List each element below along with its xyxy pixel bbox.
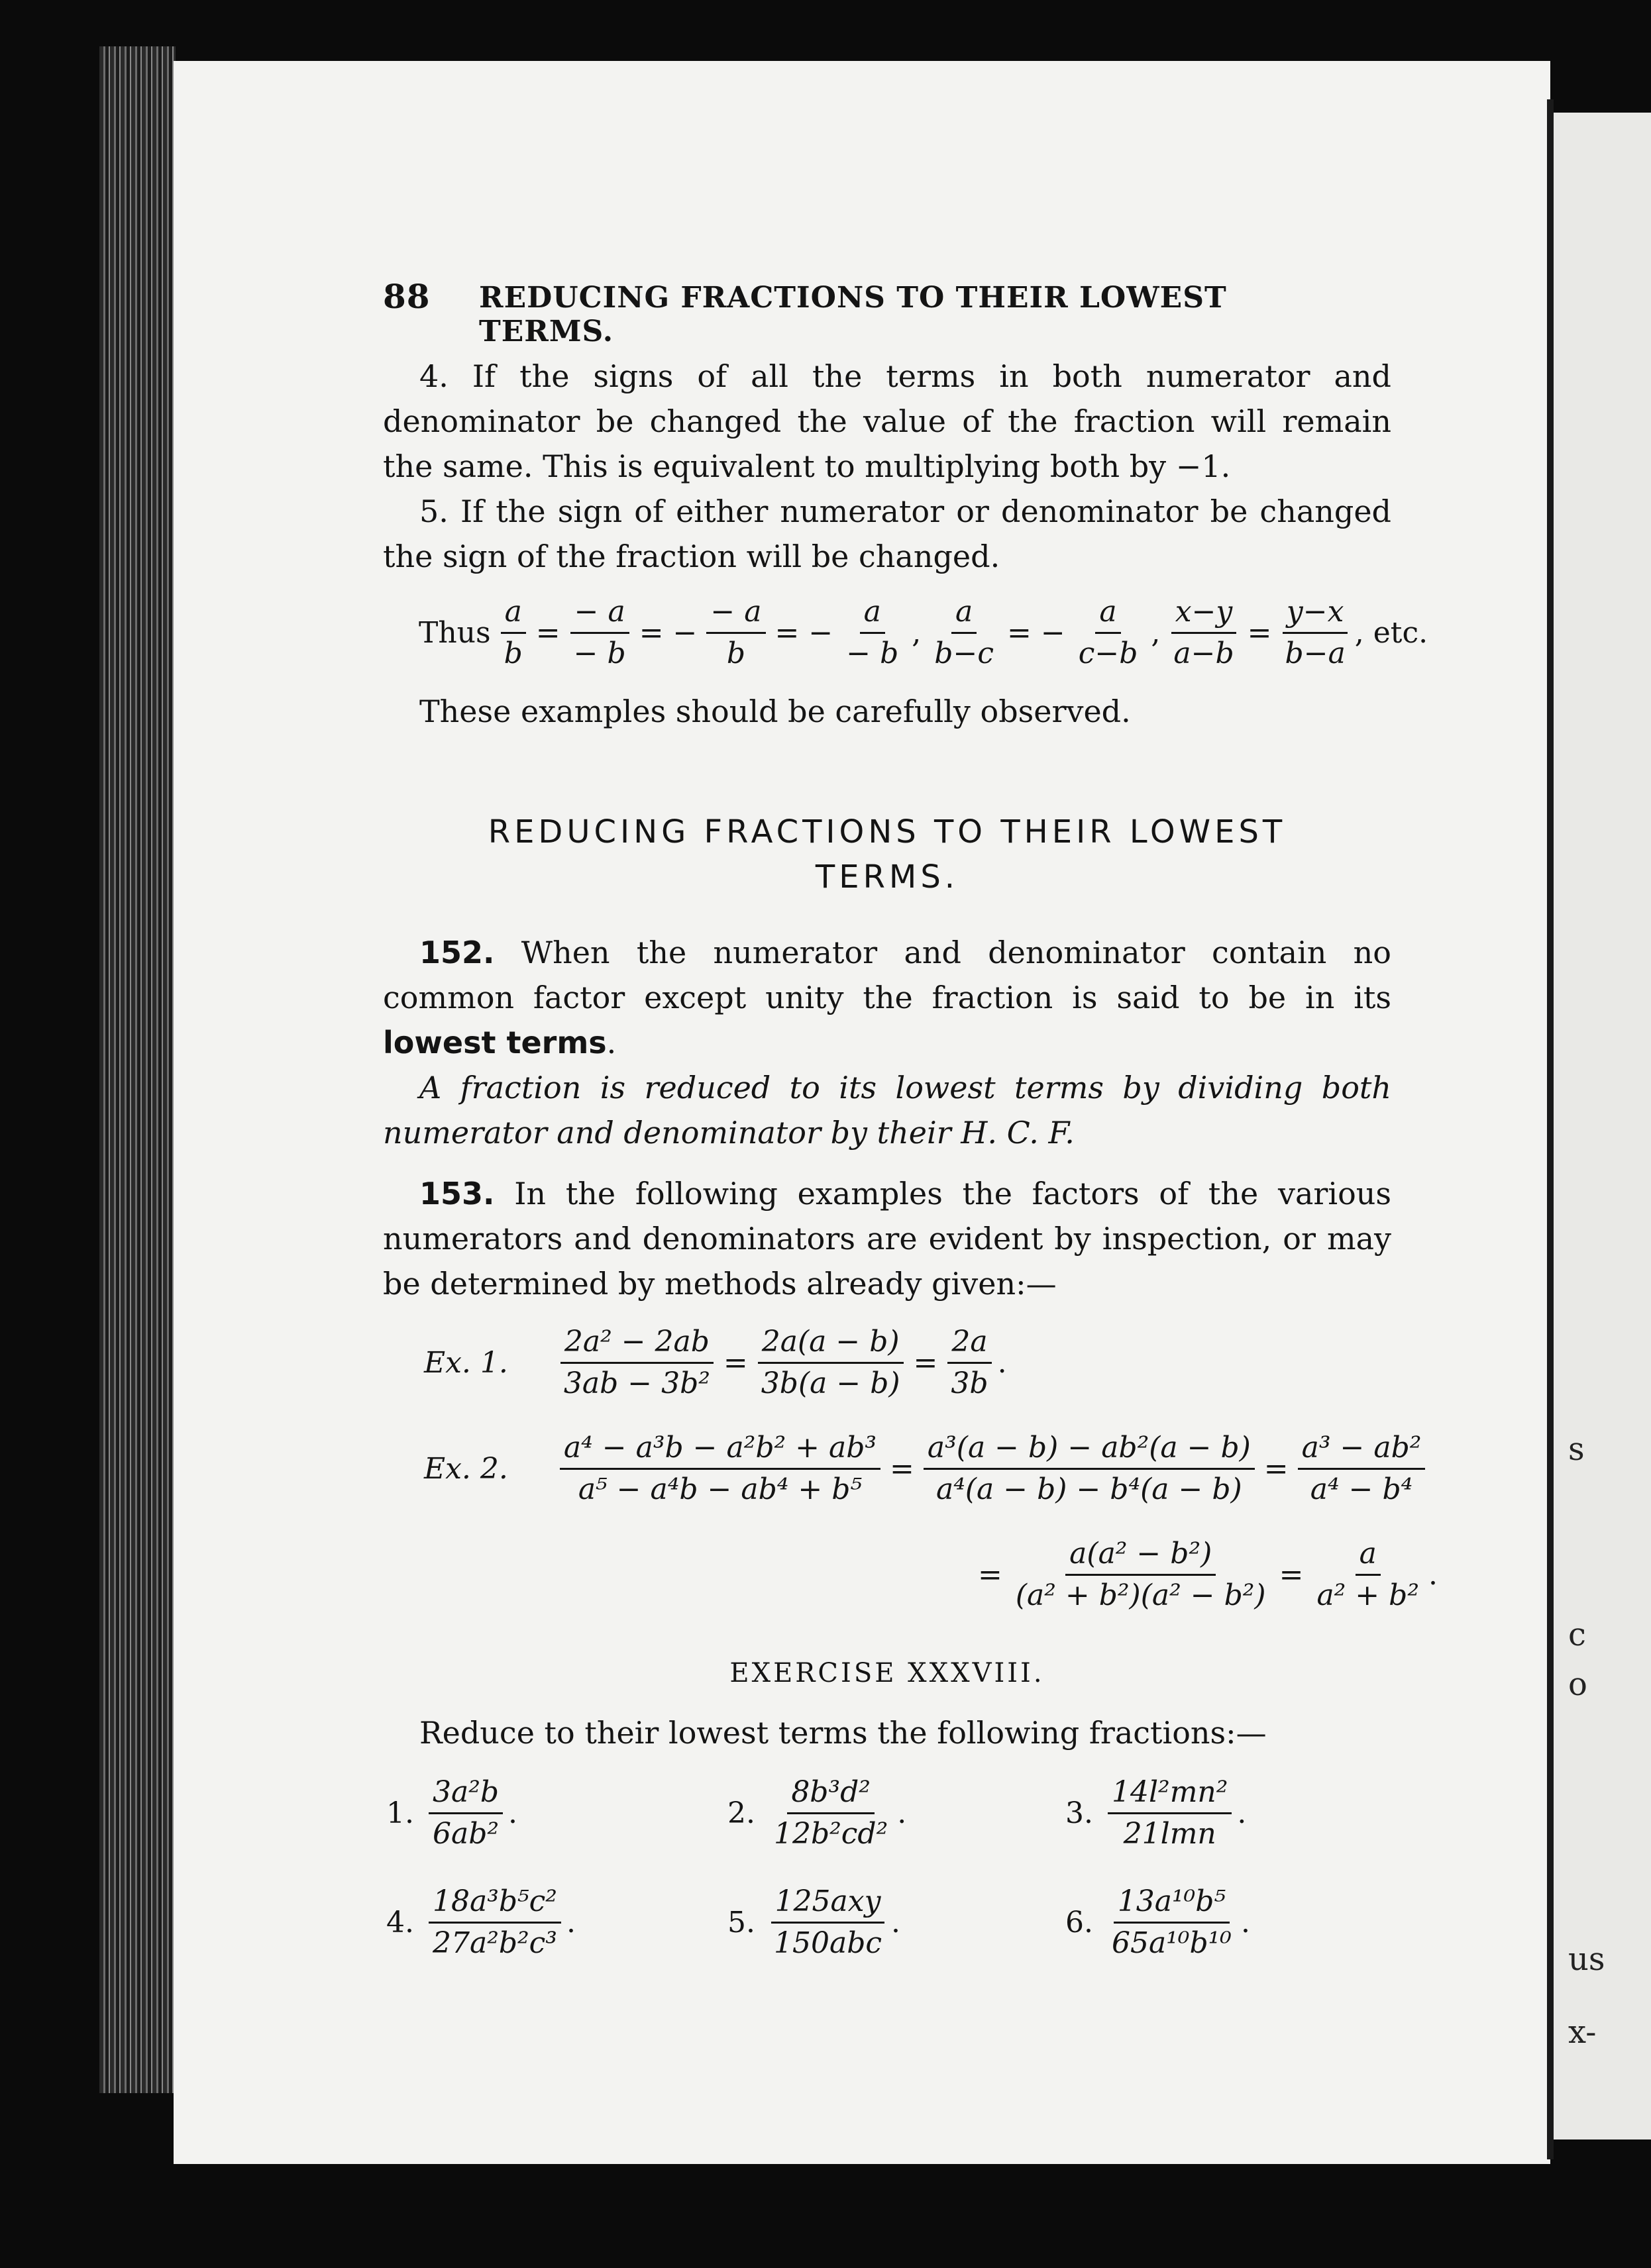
fraction: $\frac{\text{13a¹⁰b⁵}}{\text{65a¹⁰b¹⁰}}$ (1112, 1884, 1232, 1960)
section-title: REDUCING FRACTIONS TO THEIR LOWEST (488, 813, 1287, 850)
article-number: 152. (419, 935, 495, 970)
exercise-title: EXERCISE XXXVIII. (729, 1658, 1045, 1688)
fraction: $\frac{\text{3a²b}}{\text{6ab²}}$ (429, 1775, 503, 1851)
adjacent-page-strip (1554, 113, 1651, 2139)
fraction: $\frac{a}{c-b}$ (1078, 595, 1138, 670)
fraction: $\frac{a}{\text{a² + b²}}$ (1316, 1537, 1419, 1612)
exercise-item: 2. $\frac{\text{8b³d²}}{\text{12b²cd²}}$ . (727, 1775, 907, 1851)
fraction: $\frac{a}{b-c}$ (934, 595, 994, 670)
example-2-continued: = $\frac{\text{a(a² − b²)}}{\text{(a² + b²)(a² − b²)}}$ = $\frac{a}{\text{a² + b²}}$ . (978, 1537, 1438, 1612)
fraction: $\frac{\text{8b³d²}}{\text{12b²cd²}}$ (774, 1775, 888, 1851)
observe-note: These examples should be carefully observed. (419, 694, 1131, 729)
rule-5: 5. If the sign of either numerator or denominator be changed the sign of the fraction will be changed. (383, 493, 1391, 574)
book-page-edges (99, 46, 176, 2093)
running-head (383, 277, 1292, 348)
adjacent-page-fragment: c (1568, 1616, 1586, 1653)
example-1: Ex. 1. $\frac{\text{2a² − 2ab}}{\text{3ab − 3b²}}$ = $\frac{2a(a - b)}{3b(a - b)}$ = $\frac{2a}{3b}$ . (424, 1325, 1007, 1400)
page-number: 88 (383, 277, 431, 316)
term-lowest-terms: lowest terms (383, 1025, 607, 1060)
fraction: $\frac{y-x}{b-a}$ (1281, 595, 1350, 671)
article-152: 152. When the numerator and denominator contain no common factor except unity the fraction is said to be in its lowest terms. (383, 935, 1392, 1060)
exercise-item: 6. $\frac{\text{13a¹⁰b⁵}}{\text{65a¹⁰b¹⁰}}$ . (1065, 1884, 1250, 1960)
fraction: $\frac{\text{a³(a − b) − ab²(a − b)}}{\text{a⁴(a − b) − b⁴(a − b)}}$ (924, 1431, 1255, 1507)
section-title-cont: TERMS. (815, 858, 959, 896)
fraction: $\frac{- a}{- b}$ (570, 595, 630, 671)
example-2: Ex. 2. $\frac{\text{a⁴ − a³b − a²b² + ab³}}{\text{a⁵ − a⁴b − ab⁴ + b⁵}}$ = $\frac{\text{a³(a − b) − ab²(a − b)}}{\text{a⁴(a − b) − b⁴(a − b)}}$ = $\frac{\text{a³ − ab²}}{\text{a⁴ − b⁴}}$ (424, 1431, 1430, 1507)
article-number: 153. (419, 1176, 495, 1211)
fraction: $\frac{- a}{b}$ (706, 595, 765, 671)
article-153: 153. In the following examples the factors of the various numerators and denominators are evident by inspection, or may be determined by methods already given:— (383, 1176, 1392, 1302)
thus-label: Thus (419, 616, 491, 650)
fraction: $\frac{x-y}{a-b}$ (1169, 595, 1238, 671)
exercise-item: 3. $\frac{\text{14l²mn²}}{\text{21lmn}}$ . (1065, 1775, 1247, 1851)
adjacent-page-fragment: us (1568, 1941, 1605, 1978)
fraction: $\frac{\text{125axy}}{\text{150abc}}$ (770, 1884, 886, 1961)
fraction: $\frac{\text{a³ − ab²}}{\text{a⁴ − b⁴}}$ (1298, 1431, 1426, 1507)
exercise-item: 1. $\frac{\text{3a²b}}{\text{6ab²}}$ . (386, 1775, 518, 1851)
fraction: $\frac{2a(a - b)}{3b(a - b)}$ (757, 1325, 904, 1401)
adjacent-page-fragment: o (1568, 1666, 1587, 1703)
fraction: $\frac{\text{a(a² − b²)}}{\text{(a² + b²)(a² − b²)}}$ (1015, 1537, 1266, 1612)
page-gutter-shadow (1547, 99, 1554, 2159)
adjacent-page-fragment: x- (1568, 2014, 1597, 2051)
sign-rule-equation: Thus $\frac{a}{b}$ = $\frac{- a}{- b}$ = − $\frac{- a}{b}$ = − $\frac{a}{- b}$ , $\frac{a}{b-c}$ = − $\frac{a}{c-b}$ , $\frac{x-y}{a-b}$ = $\frac{y-x}{b-a}$ , etc. (419, 595, 1428, 670)
running-head-title: REDUCING FRACTIONS TO THEIR LOWEST TERMS. (479, 281, 1227, 348)
article-152-rule: A fraction is reduced to its lowest terms by dividing both numerator and denominator by their H. C. F. (383, 1070, 1391, 1151)
fraction: $\frac{a}{b}$ (500, 595, 527, 671)
fraction: $\frac{\text{2a² − 2ab}}{\text{3ab − 3b²}}$ (560, 1325, 714, 1401)
etc-label: , etc. (1354, 616, 1428, 650)
example-label: Ex. 1. (424, 1346, 508, 1380)
fraction: $\frac{\text{18a³b⁵c²}}{\text{27a²b²c³}}$ (429, 1884, 561, 1961)
fraction: $\frac{\text{a⁴ − a³b − a²b² + ab³}}{\text{a⁵ − a⁴b − ab⁴ + b⁵}}$ (560, 1431, 880, 1507)
example-label: Ex. 2. (424, 1452, 508, 1486)
exercise-item: 4. $\frac{\text{18a³b⁵c²}}{\text{27a²b²c³}}$ . (386, 1884, 576, 1960)
rule-4: 4. If the signs of all the terms in both numerator and denominator be changed the value of the fraction will remain the same. This is equivalent to multiplying both by −1. (383, 358, 1391, 484)
adjacent-page-fragment: s (1568, 1431, 1585, 1468)
fraction: $\frac{\text{14l²mn²}}{\text{21lmn}}$ (1108, 1775, 1232, 1851)
exercise-instruction: Reduce to their lowest terms the following fractions:— (419, 1715, 1267, 1751)
fraction: $\frac{a}{- b}$ (846, 595, 899, 670)
exercise-item: 5. $\frac{\text{125axy}}{\text{150abc}}$ . (727, 1884, 901, 1960)
fraction: $\frac{2a}{3b}$ (947, 1325, 992, 1401)
